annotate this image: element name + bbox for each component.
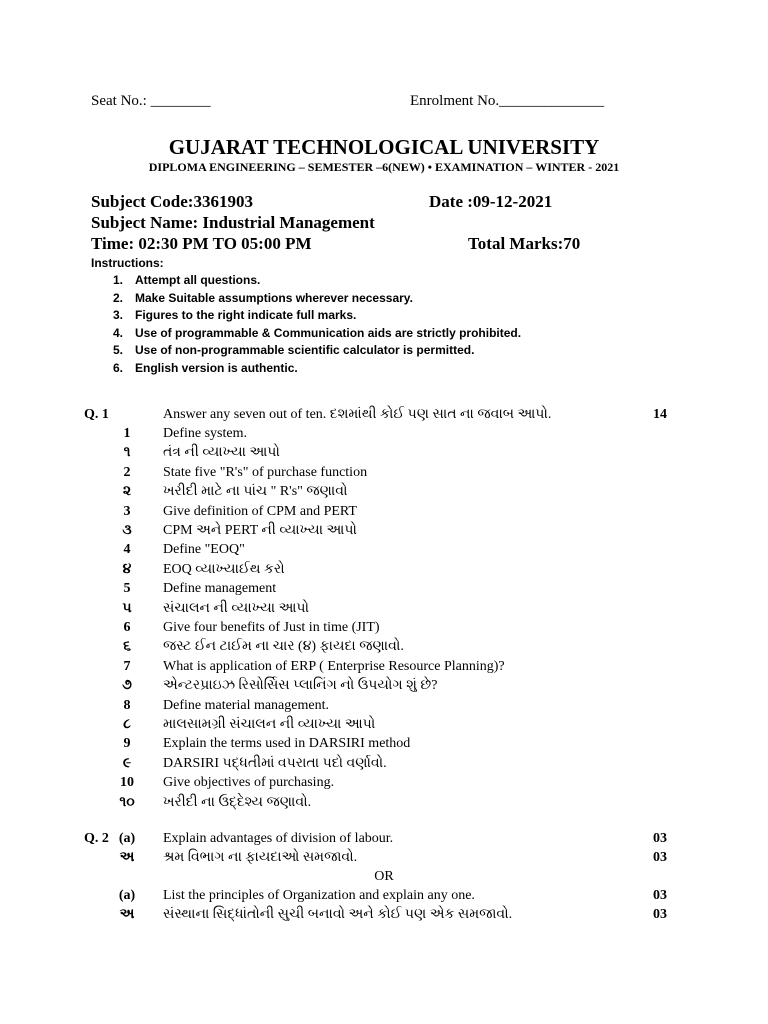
instruction-number: 3. [113, 308, 124, 322]
q1-marks: 14 [653, 407, 667, 422]
q1-item [0, 736, 768, 755]
enrolment-number: Enrolment No.______________ [410, 93, 605, 109]
q2-label: Q. 2 [84, 831, 109, 846]
q1-item [0, 795, 768, 814]
q2-row [0, 907, 768, 926]
q1-item-text: Define management [163, 581, 277, 597]
seat-number: Seat No.: ________ [91, 93, 211, 109]
q1-item-number: ૪ [122, 561, 132, 577]
q1-item-number: ૨ [122, 484, 132, 500]
q1-item-text: Explain the terms used in DARSIRI method [163, 736, 411, 752]
subject-code: Subject Code:3361903 [91, 192, 253, 211]
q1-item-text: What is application of ERP ( Enterprise Resource Planning)? [163, 658, 505, 674]
instruction-text: Figures to the right indicate full marks. [135, 308, 357, 322]
q1-item-text: Define "EOQ" [163, 542, 245, 558]
instruction-text: Use of non-programmable scientific calculator is permitted. [135, 343, 475, 357]
q1-heading-row [0, 407, 768, 426]
q1-item-text: Give four benefits of Just in time (JIT) [163, 620, 380, 635]
total-marks: Total Marks:70 [468, 234, 581, 253]
q1-item [0, 465, 768, 484]
q1-item-number: 7 [123, 658, 131, 674]
q2-row [0, 831, 768, 850]
instruction-item [113, 325, 521, 343]
exam-title: DIPLOMA ENGINEERING – SEMESTER –6(NEW) • EXAMINATION – WINTER - 2021 [148, 160, 620, 174]
instruction-item [113, 290, 521, 308]
q1-item-number: ૩ [122, 523, 132, 538]
q2-part-marks: 03 [653, 831, 667, 846]
q1-item-number: 2 [123, 464, 131, 480]
instruction-number: 2. [113, 290, 124, 305]
q1-item-number: 3 [123, 503, 131, 519]
q1-item-number: 6 [123, 620, 131, 635]
q1-item [0, 678, 768, 697]
exam-time: Time: 02:30 PM TO 05:00 PM [91, 234, 312, 253]
instructions-list [113, 272, 521, 377]
q2-part-text: સંસ્થાના સિદ્ધાંતોની સુચી બનાવો અને કોઈ પણ એક સમજાવો. [163, 907, 513, 922]
q1-item [0, 581, 768, 600]
instruction-item [113, 342, 521, 360]
q1-item-text: EOQ વ્યાખ્યાઈથ કરો [163, 561, 285, 577]
q1-item [0, 484, 768, 503]
q1-item-text: Define material management. [163, 697, 329, 713]
q2-part-label: અ [119, 907, 135, 922]
q2-part-marks: 03 [653, 907, 667, 922]
instruction-number: 1. [113, 273, 124, 287]
q1-item [0, 775, 768, 794]
subject-name: Subject Name: Industrial Management [91, 213, 375, 232]
q2-part-text: Explain advantages of division of labour. [163, 831, 394, 846]
q1-item [0, 562, 768, 581]
or-separator: OR [374, 869, 394, 884]
instruction-text: Attempt all questions. [135, 273, 261, 287]
q1-item-text: ખરીદી ના ઉદ્દેશ્ય જણાવો. [163, 794, 312, 810]
instruction-text: Use of programmable & Communication aids are strictly prohibited. [135, 325, 522, 340]
q1-heading: Answer any seven out of ten. દશમાંથી કોઈ પણ સાત ના જવાબ આપો. [163, 407, 552, 422]
q1-item-number: 4 [123, 542, 131, 558]
q1-item [0, 639, 768, 658]
instruction-item [113, 272, 521, 290]
q1-item [0, 445, 768, 464]
q1-item-text: State five "R's" of purchase function [163, 464, 368, 480]
q1-item-number: ૧ [123, 445, 131, 461]
q1-item [0, 601, 768, 620]
instruction-item [113, 360, 521, 378]
instructions-title: Instructions: [91, 256, 164, 270]
q2-part-label: અ [119, 850, 135, 865]
q1-item-number: ૯ [122, 755, 132, 771]
q1-item [0, 504, 768, 523]
q1-item-text: એન્ટરપ્રાઇઝ રિસોર્સિસ પ્લાનિંગ નો ઉપયોગ શું છે? [163, 678, 438, 694]
instruction-text: Make Suitable assumptions wherever necessary. [135, 290, 413, 305]
q1-item-text: Give definition of CPM and PERT [163, 503, 357, 519]
q2-part-text: List the principles of Organization and explain any one. [163, 888, 475, 903]
q1-item-text: સંચાલન ની વ્યાખ્યા આપો [163, 600, 309, 616]
q1-item-number: 9 [123, 736, 131, 752]
q1-label: Q. 1 [84, 407, 109, 422]
q1-item-number: ૫ [122, 600, 132, 616]
exam-date: Date :09-12-2021 [429, 192, 553, 211]
q1-item [0, 620, 768, 639]
university-title: GUJARAT TECHNOLOGICAL UNIVERSITY [168, 135, 600, 159]
q1-item-text: DARSIRI પદ્ધતીમાં વપરાતા પદો વર્ણાવો. [163, 755, 387, 771]
q1-item-number: 8 [123, 697, 131, 713]
q2-part-marks: 03 [653, 850, 667, 865]
q1-item [0, 717, 768, 736]
q1-item [0, 698, 768, 717]
instruction-number: 5. [113, 343, 124, 357]
q1-item-text: ખરીદી માટે ના પાંચ " R's" જણાવો [163, 484, 348, 500]
instruction-number: 4. [113, 325, 124, 340]
q1-item-number: ૭ [122, 678, 132, 694]
q1-item-number: ૧૦ [119, 794, 135, 810]
q1-item-number: 1 [123, 426, 131, 441]
q2-part-marks: 03 [653, 888, 667, 903]
q1-item-text: જસ્ટ ઈન ટાઈમ ના ચાર (૪) ફાયદા જણાવો. [163, 639, 404, 655]
q1-item [0, 756, 768, 775]
q1-item-number: ૮ [123, 717, 131, 732]
q2-part-label: (a) [118, 888, 136, 903]
q1-item-text: CPM અને PERT ની વ્યાખ્યા આપો [163, 523, 357, 538]
instruction-text: English version is authentic. [135, 360, 298, 375]
q1-item [0, 426, 768, 445]
q1-item-text: તંત્ર ની વ્યાખ્યા આપો [163, 445, 280, 461]
q2-row [0, 888, 768, 907]
q1-item-number: 5 [123, 581, 131, 597]
instruction-item [113, 307, 521, 325]
q1-item [0, 659, 768, 678]
q1-item [0, 523, 768, 542]
q2-part-text: શ્રમ વિભાગ ના ફાયદાઓ સમજાવો. [163, 850, 358, 865]
q1-item-text: Give objectives of purchasing. [163, 775, 335, 791]
q1-item-number: ૬ [123, 639, 131, 655]
q1-item-text: માલસામગ્રી સંચાલન ની વ્યાખ્યા આપો [163, 717, 376, 732]
q2-part-label: (a) [118, 831, 136, 846]
q1-item-number: 10 [120, 775, 134, 791]
q1-item [0, 542, 768, 561]
instruction-number: 6. [113, 360, 124, 375]
q1-item-text: Define system. [163, 426, 247, 441]
q2-row [0, 850, 768, 869]
